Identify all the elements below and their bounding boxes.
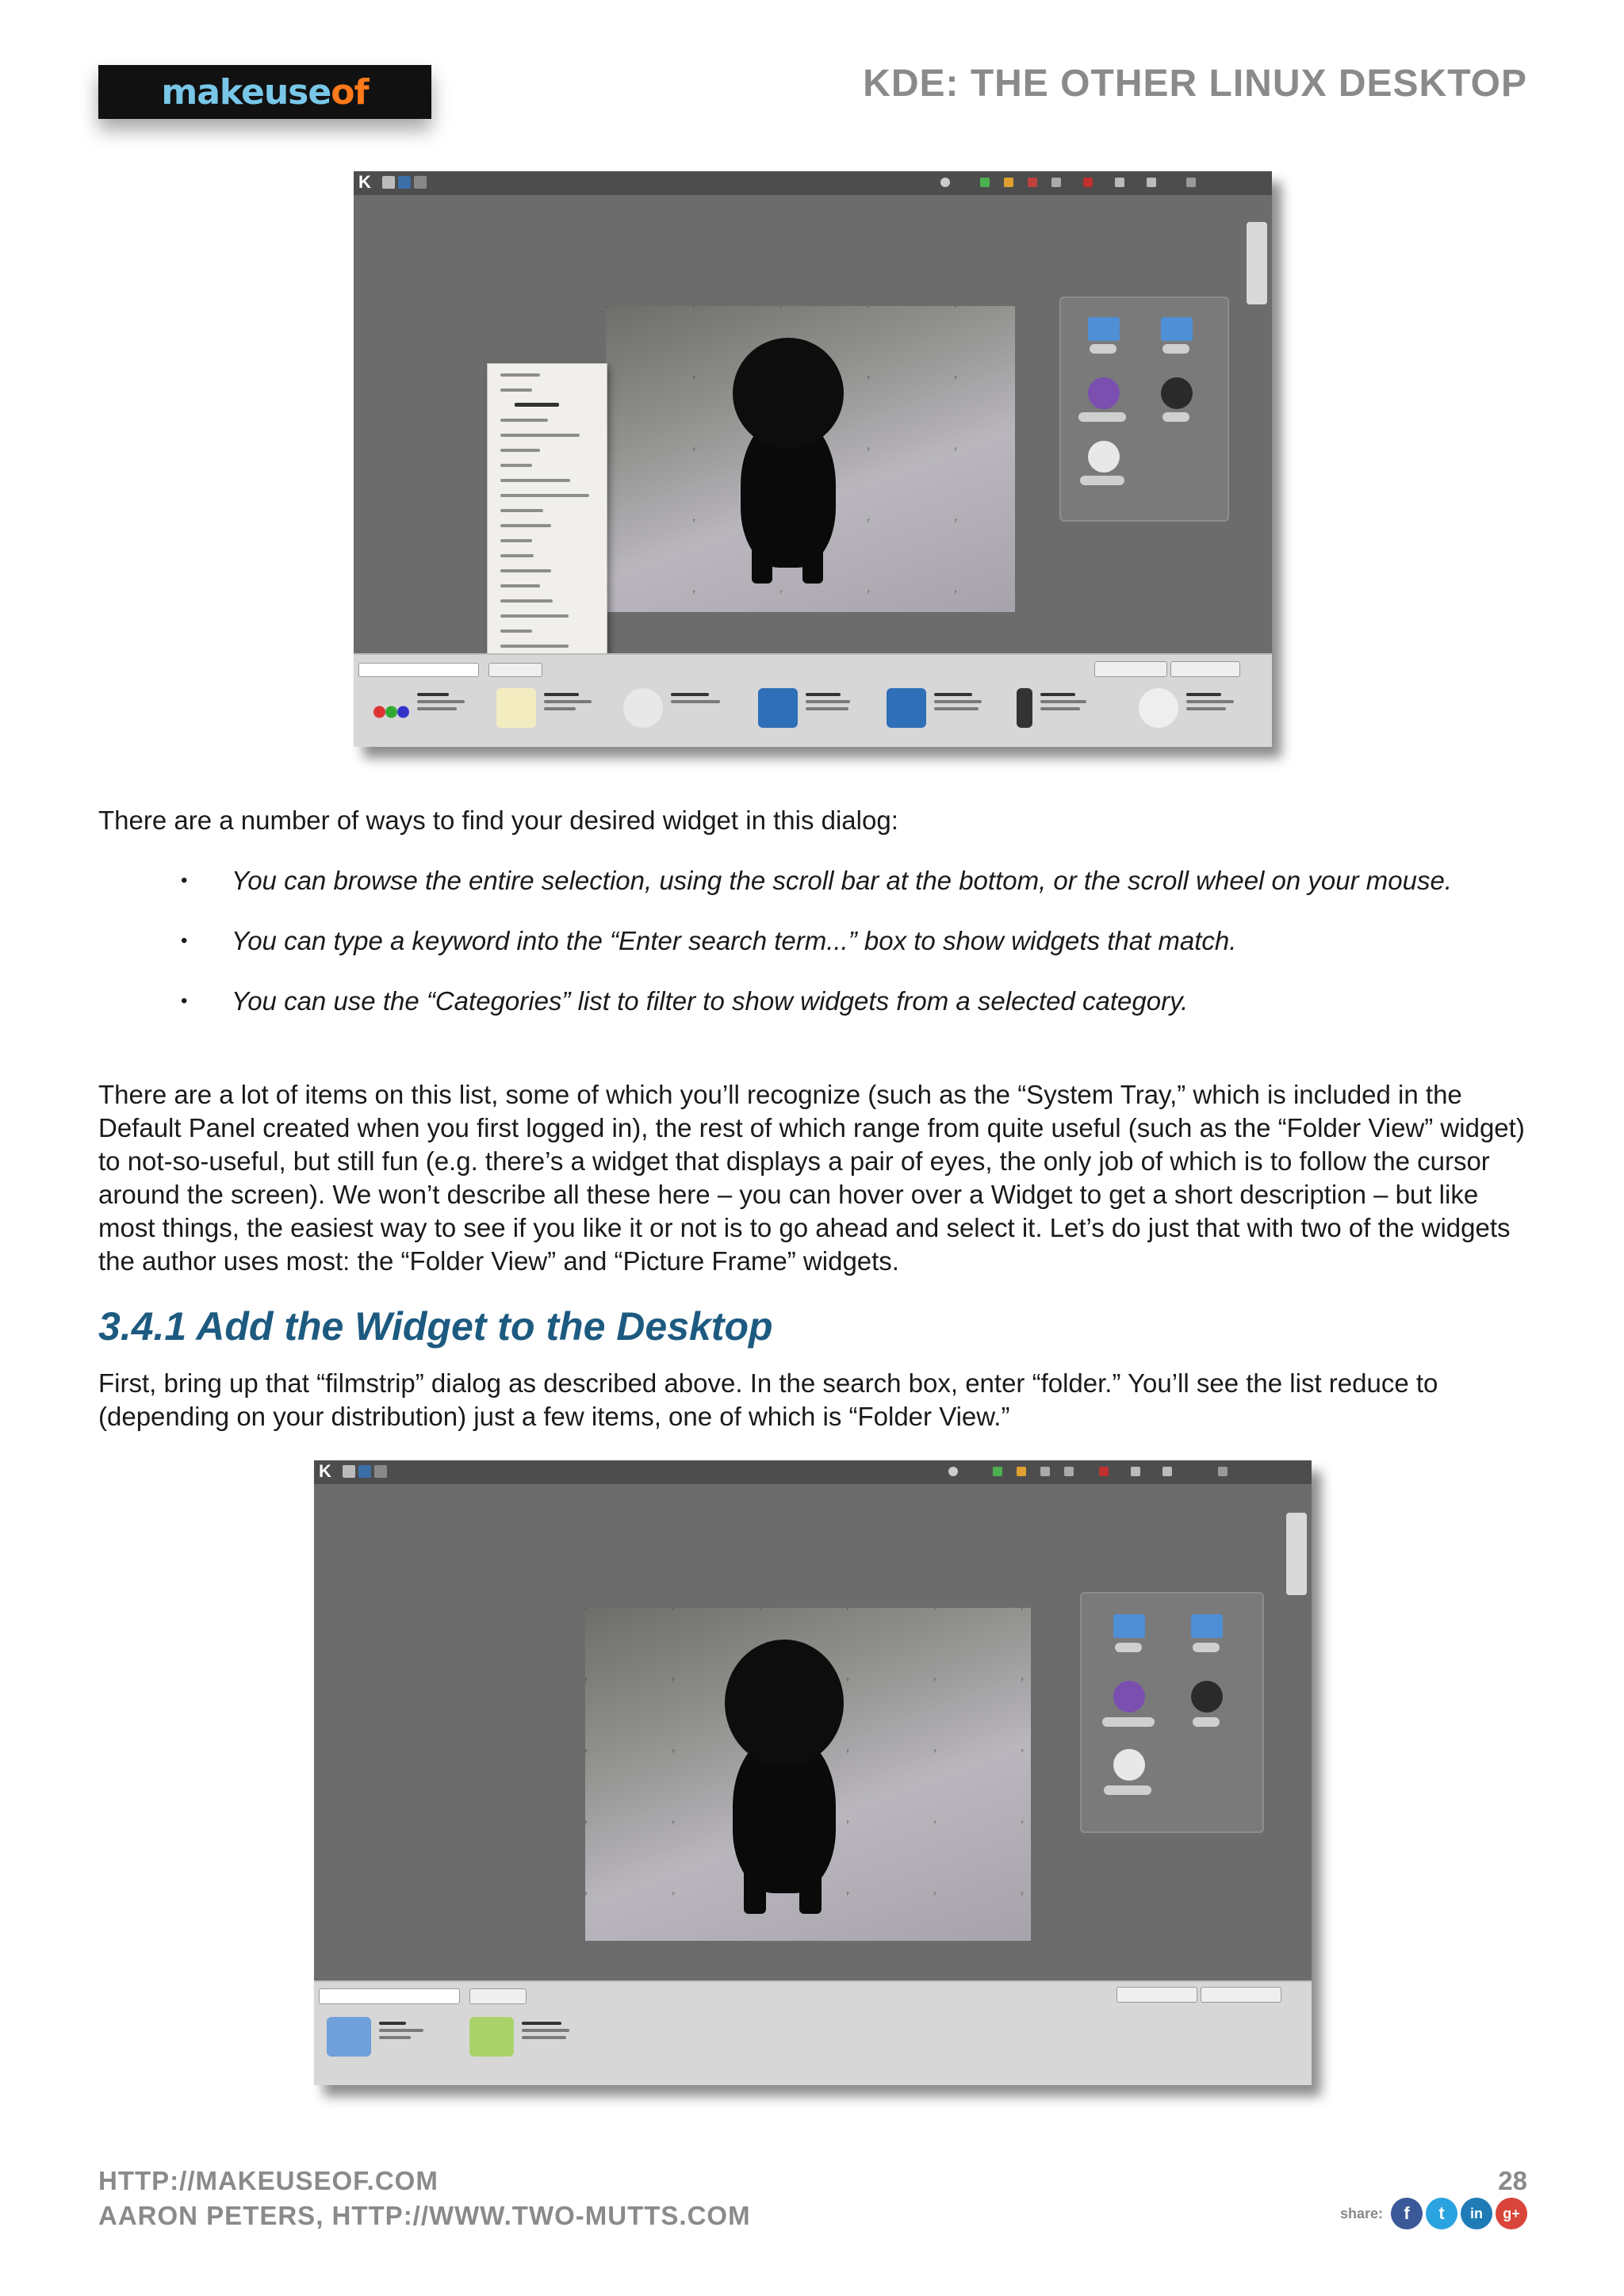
linkedin-icon[interactable]: in — [1461, 2198, 1492, 2229]
footer-author: AARON PETERS, HTTP://WWW.TWO-MUTTS.COM — [98, 2201, 751, 2230]
activity-tab — [1247, 222, 1267, 304]
page-title: KDE: THE OTHER LINUX DESKTOP — [863, 63, 1527, 105]
folder-view-widget — [1059, 297, 1229, 522]
activity-tab — [1286, 1513, 1307, 1595]
widget-filmstrip — [354, 653, 1272, 747]
tips-list — [98, 864, 1526, 1045]
screenshot-folder-search — [314, 1460, 1312, 2085]
section-paragraph: First, bring up that “filmstrip” dialog as described above. In the search box, enter “folder.” You’ll see the list reduce to (depending on your distribution) just a few items, one of which is “Folder View.” — [98, 1368, 1438, 1431]
intro-paragraph: There are a number of ways to find your desired widget in this dialog: — [98, 806, 898, 835]
facebook-icon[interactable]: f — [1391, 2198, 1423, 2229]
widget-filmstrip — [314, 1980, 1312, 2085]
get-new-widgets-button — [1116, 1987, 1197, 2003]
kde-menu-icon: K — [358, 172, 371, 192]
picture-frame-photo — [606, 306, 1015, 612]
twitter-icon[interactable]: t — [1426, 2198, 1457, 2229]
activities-button — [1170, 661, 1240, 677]
activities-button — [1201, 1987, 1281, 2003]
search-input — [358, 663, 479, 677]
list-item: • You can use the “Categories” list to filter to show widgets from a selected category. — [181, 986, 1189, 1016]
google-plus-icon[interactable]: g+ — [1496, 2198, 1527, 2229]
list-item: • You can type a keyword into the “Enter search term...” box to show widgets that match. — [181, 926, 1237, 955]
search-input — [319, 1988, 460, 2004]
categories-dropdown-menu — [487, 363, 607, 663]
kde-menu-icon: K — [319, 1461, 331, 1481]
categories-button — [469, 1988, 527, 2004]
share-label: share: — [1339, 2205, 1383, 2221]
kde-top-panel — [314, 1460, 1312, 1484]
page-number: 28 — [1498, 2166, 1527, 2195]
footer-url[interactable]: HTTP://MAKEUSEOF.COM — [98, 2166, 439, 2195]
get-new-widgets-button — [1094, 661, 1167, 677]
share-bar — [1340, 2198, 1527, 2229]
folder-view-widget — [1080, 1592, 1264, 1833]
picture-frame-photo — [585, 1608, 1031, 1941]
list-item: • You can browse the entire selection, using the scroll bar at the bottom, or the scroll wheel on your mouse. — [181, 866, 1452, 895]
kde-top-panel — [354, 171, 1272, 195]
categories-button — [488, 663, 542, 677]
body-paragraph: There are a lot of items on this list, some of which you’ll recognize (such as the “System Tray,” which is included in the Default Panel created when you first logged in), the rest of which range from quite useful (such as the “Folder View” widget) to not-so-useful, but still fun (e.g. there’s a widget that displays a pair of eyes, the only job of which is to follow the cursor around the screen). We won’t describe all these here – you can hover over a Widget to get a short description – but like most things, the easiest way to see if you like it or not is to go ahead and select it. Let’s do just that with two of the widgets the author uses most: the “Folder View” and “Picture Frame” widgets. — [98, 1080, 1525, 1276]
makeuseof-logo: makeuse of — [98, 65, 431, 119]
screenshot-widget-dialog — [354, 171, 1272, 747]
section-heading: 3.4.1 Add the Widget to the Desktop — [98, 1304, 773, 1349]
